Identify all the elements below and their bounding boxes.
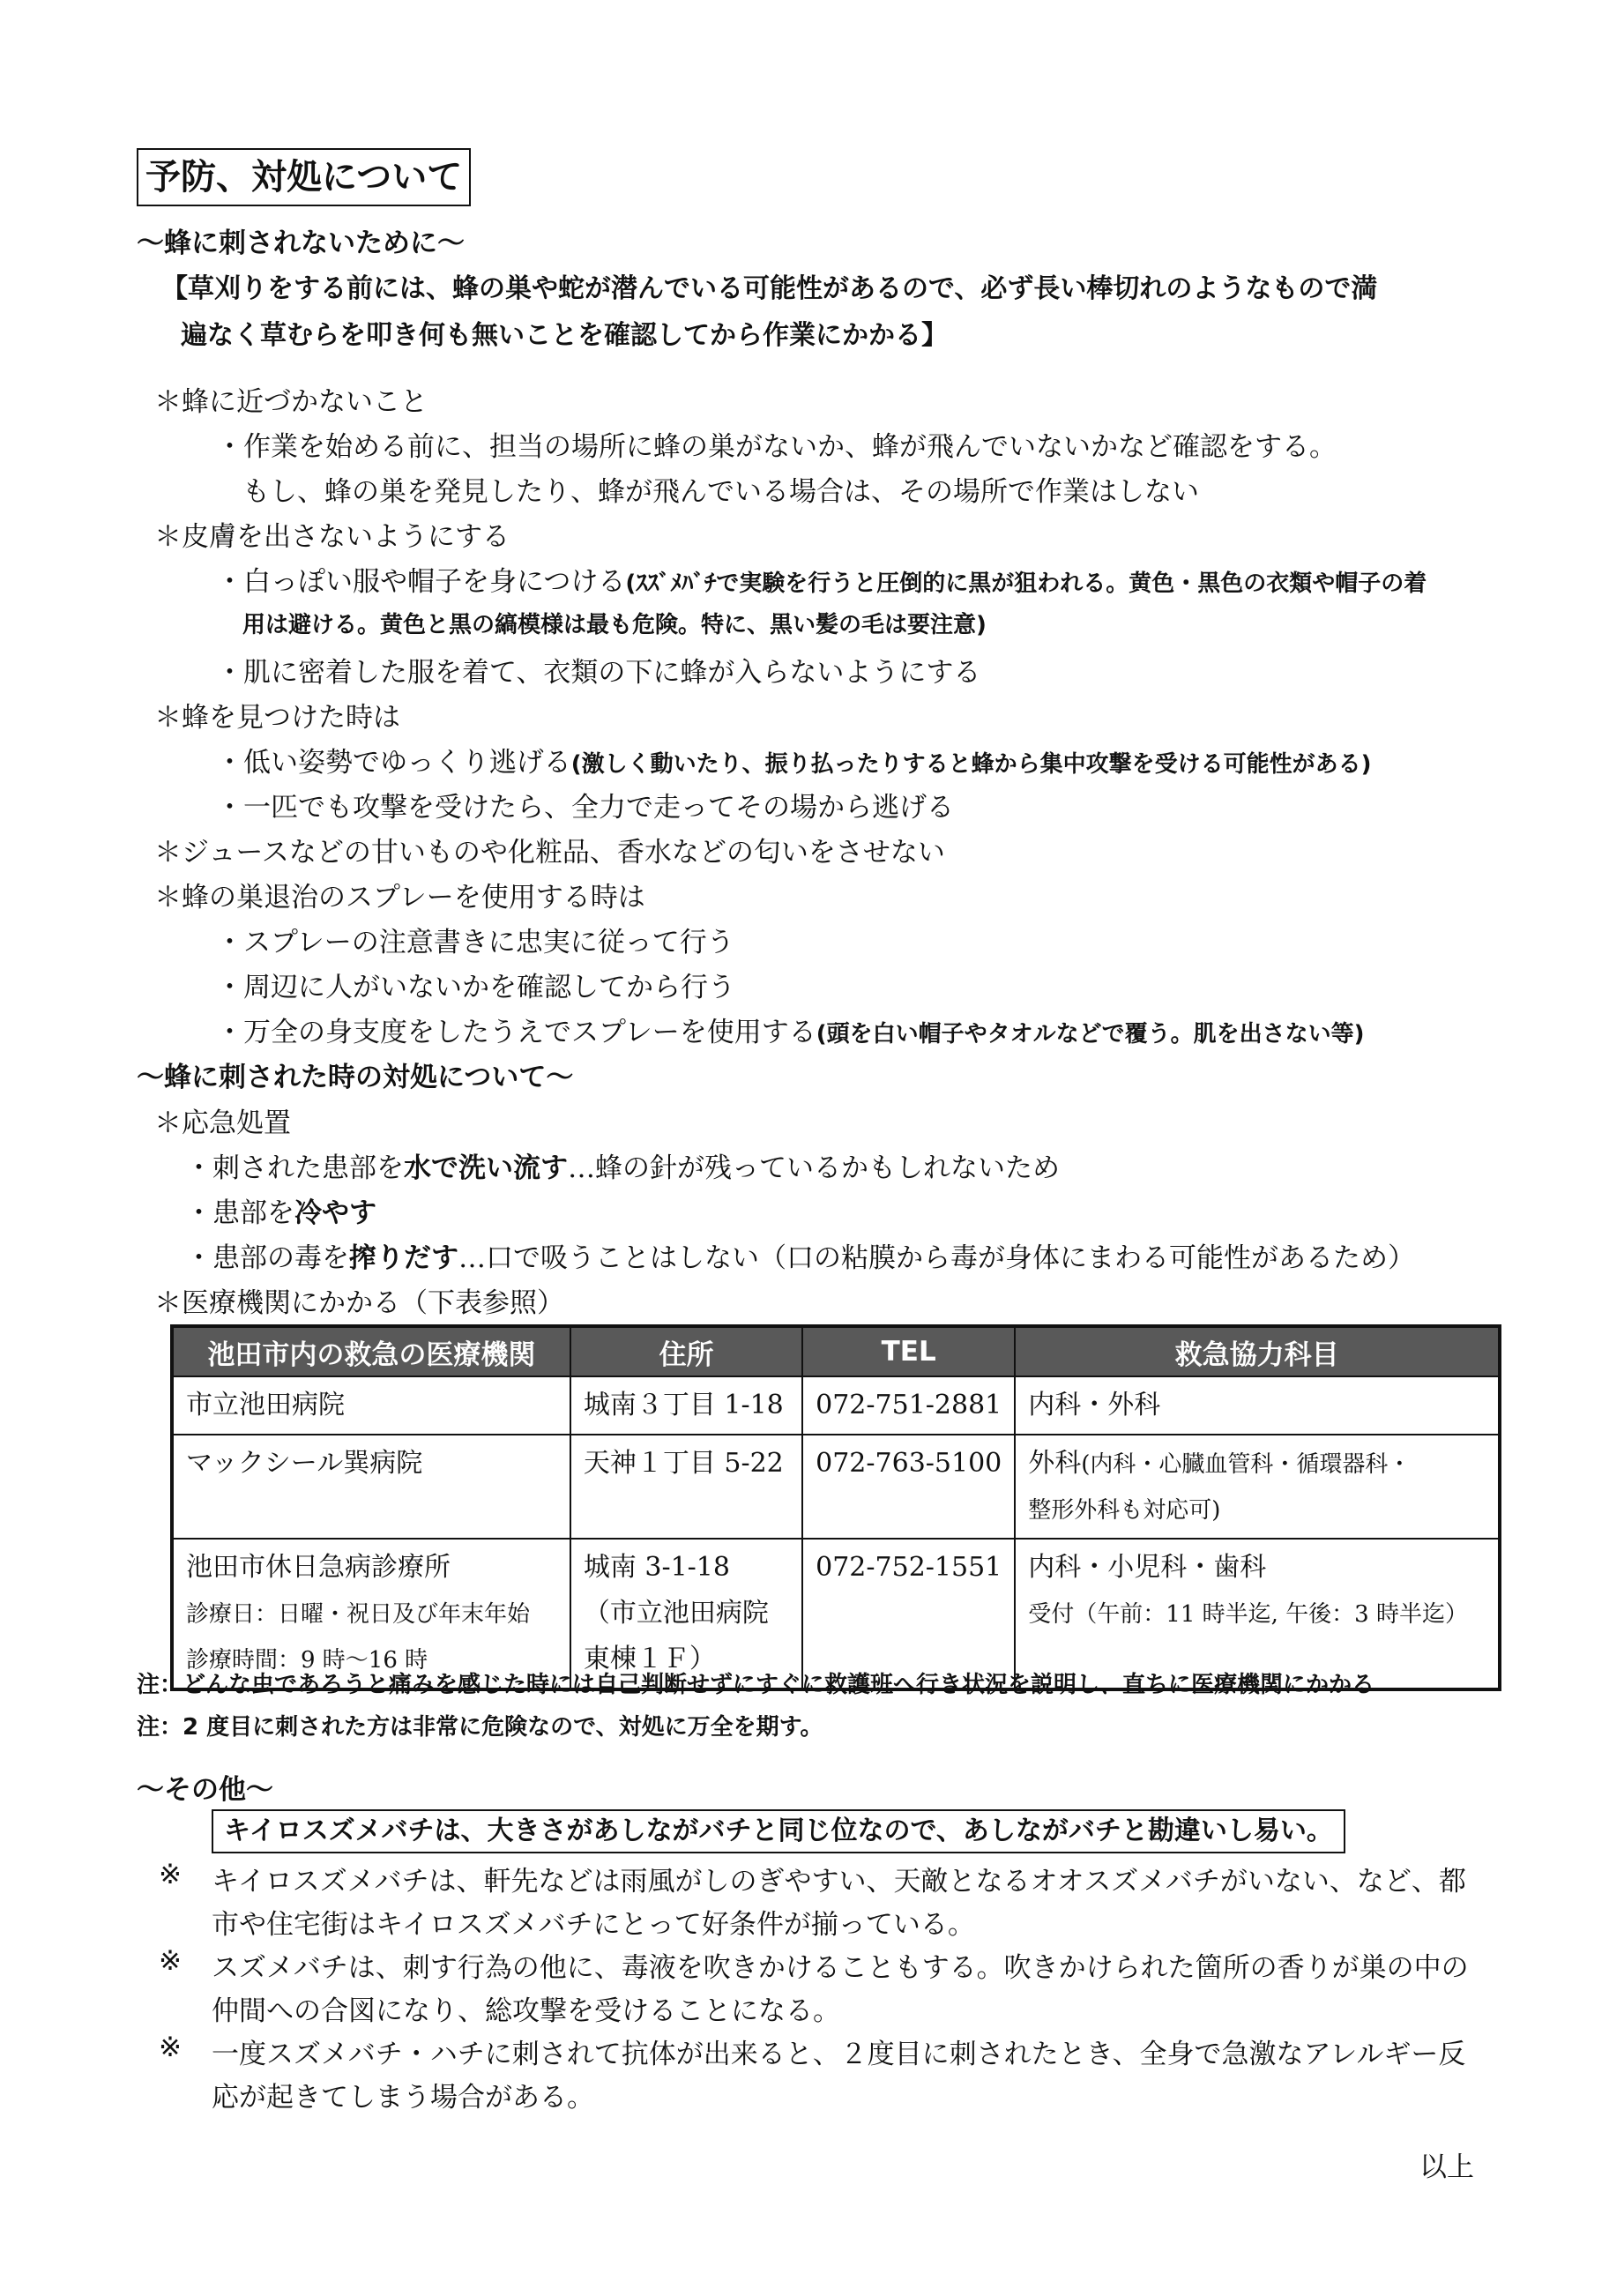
other-para-2-line-2: 仲間への合図になり、総攻撃を受けることになる。: [212, 1995, 840, 2027]
item-avoid-bees-1: ・作業を始める前に、担当の場所に蜂の巣がないか、蜂が飛んでいないかなど確認をする。: [216, 431, 1337, 463]
note-2: 注：2 度目に刺された方は非常に危険なので、対処に万全を期す。: [137, 1714, 823, 1741]
item-spray-2: ・周辺に人がいないかを確認してから行う: [216, 972, 735, 1003]
institution-departments: 内科・小児科・歯科 受付（午前：11 時半迄, 午後：3 時半迄）: [1015, 1539, 1500, 1689]
intro-line-1: 【草刈りをする前には、蜂の巣や蛇が潜んでいる可能性があるので、必ず長い棒切れのようなもので満: [161, 273, 1378, 304]
first-aid-1: ・刺された患部を水で洗い流す…蜂の針が残っているかもしれないため: [185, 1152, 1060, 1184]
institution-name: 市立池田病院: [172, 1376, 570, 1435]
other-para-1-line-1: キイロスズメバチは、軒先などは雨風がしのぎやすい、天敵となるオオスズメバチがいない、など、都: [212, 1866, 1466, 1898]
reference-mark: ※: [159, 1859, 182, 1890]
item-avoid-bees-2: もし、蜂の巣を発見したり、蜂が飛んでいる場合は、その場所で作業はしない: [242, 476, 1199, 508]
institution-address: 城南３丁目 1-18: [570, 1376, 802, 1435]
other-para-1-line-2: 市や住宅街はキイロスズメバチにとって好条件が揃っている。: [212, 1909, 975, 1941]
item-spray: ＊蜂の巣退治のスプレーを使用する時は: [154, 882, 645, 913]
table-header-cell: 住所: [570, 1326, 802, 1376]
reference-mark: ※: [159, 2032, 182, 2063]
item-cover-skin-1: ・白っぽい服や帽子を身につける(ｽｽﾞﾒﾊﾞﾁで実験を行うと圧倒的に黒が狙われる。黄色・黒色の衣類や帽子の着: [216, 566, 1427, 598]
page-title: 予防、対処について: [137, 148, 471, 206]
item-cover-skin-1-note: 用は避ける。黄色と黒の縞模様は最も危険。特に、黒い髪の毛は要注意): [242, 612, 987, 638]
institution-address: 城南 3-1-18 （市立池田病院 東棟１Ｆ）: [570, 1539, 802, 1689]
table-header-cell: 救急協力科目: [1015, 1326, 1500, 1376]
intro-line-2: 遍なく草むらを叩き何も無いことを確認してから作業にかかる】: [181, 320, 948, 351]
first-aid-2: ・患部を冷やす: [185, 1197, 376, 1229]
item-found-bees-1: ・低い姿勢でゆっくり逃げる(激しく動いたり、振り払ったりすると蜂から集中攻撃を受ける可能性がある): [216, 747, 1372, 779]
institution-tel: 072-763-5100: [802, 1435, 1015, 1539]
table-header-cell: TEL: [802, 1326, 1015, 1376]
end-mark: 以上: [1419, 2151, 1474, 2183]
institution-departments: 外科(内科・心臓血管科・循環器科・ 整形外科も対応可): [1015, 1435, 1500, 1539]
institution-name: マックシール巽病院: [172, 1435, 570, 1539]
table-row: [172, 1435, 1500, 1539]
other-para-2-line-1: スズメバチは、刺す行為の他に、毒液を吹きかけることもする。吹きかけられた箇所の香りが巣の中の: [212, 1952, 1469, 1984]
reference-mark: ※: [159, 1945, 182, 1977]
table-row: [172, 1376, 1500, 1435]
clinic-hours: 診療時間：9 時～16 時: [186, 1647, 428, 1674]
highlight-box: キイロスズメバチは、大きさがあしながバチと同じ位なので、あしながバチと勘違いし易い。: [212, 1809, 1345, 1853]
other-para-3-line-2: 応が起きてしまう場合がある。: [212, 2082, 594, 2114]
section-heading-prevention: ～蜂に刺されないために～: [137, 227, 465, 259]
item-no-sweet-scents: ＊ジュースなどの甘いものや化粧品、香水などの匂いをさせない: [154, 837, 945, 869]
section-heading-other: ～その他～: [137, 1774, 273, 1806]
item-spray-3: ・万全の身支度をしたうえでスプレーを使用する(頭を白い帽子やタオルなどで覆う。肌を出さない等): [216, 1017, 1365, 1048]
item-avoid-bees: ＊蜂に近づかないこと: [154, 386, 428, 418]
section-heading-treatment: ～蜂に刺された時の対処について～: [137, 1062, 574, 1093]
table-header-cell: 池田市内の救急の医療機関: [172, 1326, 570, 1376]
item-spray-1: ・スプレーの注意書きに忠実に従って行う: [216, 927, 734, 958]
institution-tel: 072-751-2881: [802, 1376, 1015, 1435]
medical-institutions-table: [170, 1324, 1501, 1691]
institution-tel: 072-752-1551: [802, 1539, 1015, 1689]
item-cover-skin-2: ・肌に密着した服を着て、衣類の下に蜂が入らないようにする: [216, 657, 981, 689]
other-para-3-line-1: 一度スズメバチ・ハチに刺されて抗体が出来ると、２度目に刺されたとき、全身で急激なアレルギー反: [212, 2039, 1466, 2070]
medical-heading: ＊医療機関にかかる（下表参照）: [154, 1287, 564, 1319]
table-header-row: [172, 1326, 1500, 1376]
institution-name: 池田市休日急病診療所 診療日：日曜・祝日及び年末年始 診療時間：9 時～16 時: [172, 1539, 570, 1689]
item-cover-skin: ＊皮膚を出さないようにする: [154, 521, 510, 553]
institution-address: 天神１丁目 5-22: [570, 1435, 802, 1539]
clinic-days: 診療日：日曜・祝日及び年末年始: [186, 1601, 531, 1628]
first-aid-heading: ＊応急処置: [154, 1107, 291, 1139]
item-found-bees: ＊蜂を見つけた時は: [154, 702, 400, 734]
item-found-bees-2: ・一匹でも攻撃を受けたら、全力で走ってその場から逃げる: [216, 792, 954, 824]
note-1: 注：どんな虫であろうと痛みを感じた時には自己判断せずにすぐに救護班へ行き状況を説明し、直ちに医療機関にかかる: [137, 1672, 1375, 1698]
first-aid-3: ・患部の毒を搾りだす…口で吸うことはしない（口の粘膜から毒が身体にまわる可能性があるため）: [185, 1242, 1415, 1274]
institution-departments: 内科・外科: [1015, 1376, 1500, 1435]
